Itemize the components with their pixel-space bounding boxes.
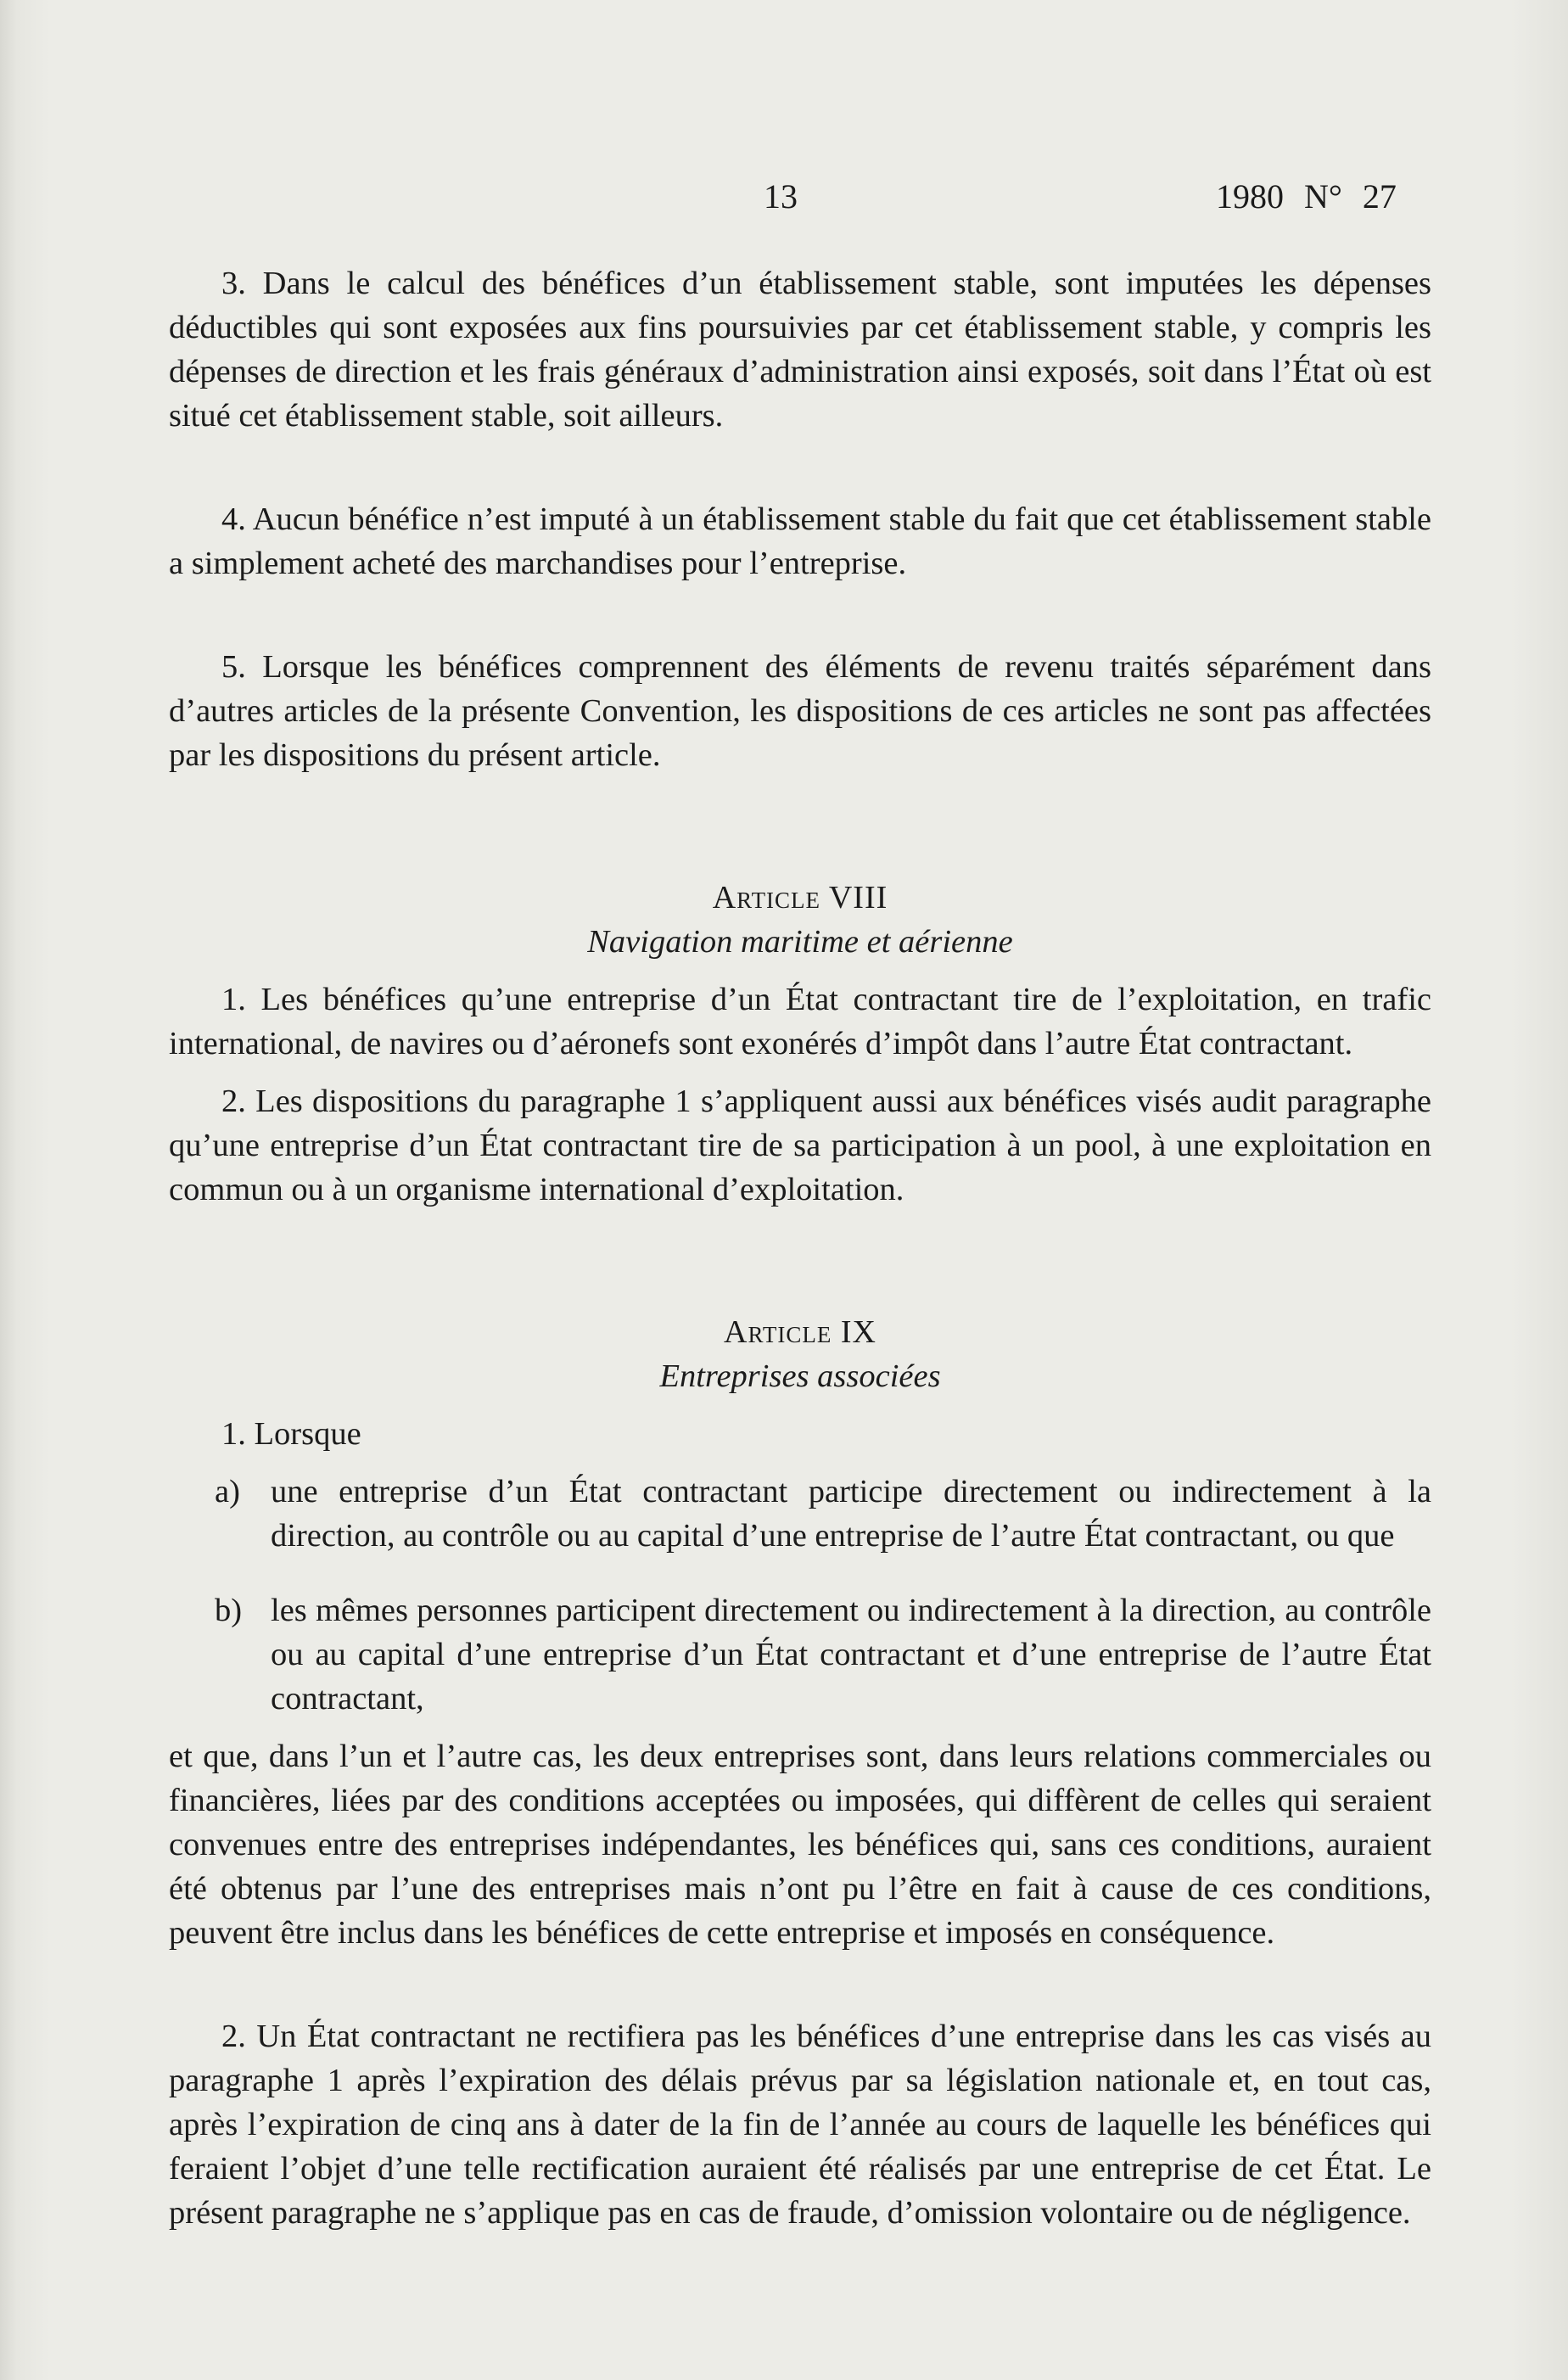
article9-heading: Article IX	[724, 1314, 876, 1350]
article8-paragraph-2: 2. Les dispositions du paragraphe 1 s’appliquent aussi aux bénéfices visés audit paragraphe qu’une entreprise d’un État contractant tire de sa participation à un pool, à une exploitation en commun ou à un organisme international d’exploitation.	[169, 1084, 1431, 1207]
item-a-label: a)	[215, 1474, 240, 1509]
article9-paragraph-1-continuation: et que, dans l’un et l’autre cas, les deux entreprises sont, dans leurs relations commerciales ou financières, liées par des conditions acceptées ou imposées, qui diffèrent de celles qui seraient convenues entre des entreprises indépendantes, les bénéfices qui, sans ces conditions, auraient été obtenus par l’une des entreprises mais n’ont pu l’être en fait à cause de ces conditions, peuvent être inclus dans les bénéfices de cette entreprise et imposés en conséquence.	[169, 1739, 1431, 1951]
page-number: 13	[764, 177, 798, 216]
article8-paragraph-1: 1. Les bénéfices qu’une entreprise d’un État contractant tire de l’exploitation, en trafic international, de navires ou d’aéronefs sont exonérés d’impôt dans l’autre État contractant.	[169, 982, 1431, 1061]
document-reference: 1980 N° 27	[1216, 177, 1397, 216]
document-body	[169, 261, 1431, 2235]
item-b-label: b)	[215, 1593, 243, 1628]
article8-subtitle: Navigation maritime et aérienne	[587, 924, 1013, 960]
article9-item-a	[215, 1470, 1431, 1558]
item-a-text: une entreprise d’un État contractant participe directement ou indirectement à la direction, au contrôle ou au capital d’une entreprise de l’autre État contractant, ou que	[271, 1474, 1431, 1554]
article7-paragraph-3: 3. Dans le calcul des bénéfices d’un établissement stable, sont imputées les dépenses déductibles qui sont exposées aux fins poursuivies par cet établissement stable, y compris les dépenses de direction et les frais généraux d’administration ainsi exposés, soit dans l’État où est situé cet établissement stable, soit ailleurs.	[169, 266, 1431, 434]
item-b-text: les mêmes personnes participent directement ou indirectement à la direction, au contrôle ou au capital d’une entreprise d’un État contractant et d’une entreprise de l’autre État contractant,	[271, 1593, 1431, 1716]
article7-paragraph-5: 5. Lorsque les bénéfices comprennent des éléments de revenu traités séparément dans d’autres articles de la présente Convention, les dispositions de ces articles ne sont pas affectées par les dispositions du présent article.	[169, 649, 1431, 773]
article9-item-b	[215, 1588, 1431, 1721]
article9-paragraph-1-intro: 1. Lorsque	[221, 1416, 361, 1452]
article8-heading: Article VIII	[712, 880, 888, 916]
article7-paragraph-4: 4. Aucun bénéfice n’est imputé à un établissement stable du fait que cet établissement stable a simplement acheté des marchandises pour l’entreprise.	[169, 501, 1431, 581]
page-header	[0, 176, 1568, 219]
article9-subtitle: Entreprises associées	[659, 1358, 941, 1394]
article9-paragraph-2: 2. Un État contractant ne rectifiera pas les bénéfices d’une entreprise dans les cas visés au paragraphe 1 après l’expiration des délais prévus par sa législation nationale et, en tout cas, après l’expiration de cinq ans à dater de la fin de l’année au cours de laquelle les bénéfices qui feraient l’objet d’une telle rectification auraient été réalisés par une entreprise de cet État. Le présent paragraphe ne s’applique pas en cas de fraude, d’omission volontaire ou de négligence.	[169, 2019, 1431, 2231]
